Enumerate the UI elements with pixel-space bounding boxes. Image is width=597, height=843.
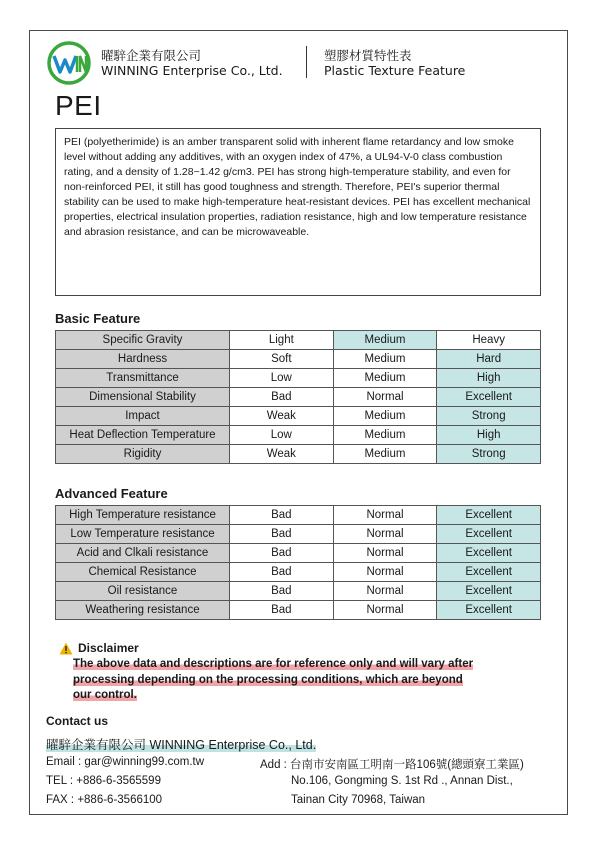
feature-label: Impact [56, 407, 230, 426]
feature-value: Bad [230, 525, 334, 544]
contact-company-name: 曜騂企業有限公司 WINNING Enterprise Co., Ltd. [46, 738, 317, 752]
contact-address-cn: Add : 台南市安南區工明南一路106號(總頭寮工業區) [260, 759, 524, 771]
contact-email[interactable]: Email : gar@winning99.com.tw [46, 756, 205, 768]
feature-value: Excellent [437, 582, 541, 601]
feature-value: Excellent [437, 525, 541, 544]
feature-value: Normal [333, 388, 437, 407]
feature-value: Medium [333, 369, 437, 388]
advanced-feature-heading: Advanced Feature [55, 486, 168, 501]
disclaimer-line: our control. [73, 689, 137, 701]
advanced-feature-table [55, 505, 541, 620]
feature-value: Strong [437, 445, 541, 464]
header-divider [306, 46, 307, 78]
feature-row [56, 388, 541, 407]
feature-value: Excellent [437, 601, 541, 620]
feature-label: Heat Deflection Temperature [56, 426, 230, 445]
feature-value: Normal [333, 582, 437, 601]
disclaimer-line: The above data and descriptions are for reference only and will vary after [73, 658, 474, 670]
feature-value: Soft [230, 350, 334, 369]
feature-label: Weathering resistance [56, 601, 230, 620]
feature-row [56, 506, 541, 525]
feature-value: High [437, 426, 541, 445]
feature-row [56, 407, 541, 426]
feature-label: Dimensional Stability [56, 388, 230, 407]
contact-company [46, 735, 316, 753]
feature-value: Normal [333, 544, 437, 563]
feature-label: Hardness [56, 350, 230, 369]
feature-row [56, 525, 541, 544]
feature-value: High [437, 369, 541, 388]
disclaimer-heading: Disclaimer [78, 641, 139, 655]
material-description: PEI (polyetherimide) is an amber transparent solid with inherent flame retardancy and low smoke level without adding any additives, with an oxygen index of 47%, a UL94-V-0 class combustion rating, and a density of 1.28~1.42 g/cm3. PEI has strong high-temperature stability, and even for non-reinforced PEI, it still has good toughness and strength. Therefore, PEI's superior thermal stability can be used to make high-temperature heat-resistant devices. PEI has excellent mechanical properties, electrical insulation properties, radiation resistance, high and low temperature resistance and abrasion resistance, and can be microwaveable. [55, 128, 541, 296]
contact-heading: Contact us [46, 714, 109, 728]
feature-value: Light [230, 331, 334, 350]
feature-label: Acid and Clkali resistance [56, 544, 230, 563]
feature-row [56, 369, 541, 388]
feature-value: Excellent [437, 563, 541, 582]
warning-icon [59, 642, 73, 655]
document-title-cn: 塑膠材質特性表 [324, 48, 412, 63]
feature-label: Chemical Resistance [56, 563, 230, 582]
disclaimer-line: processing depending on the processing conditions, which are beyond [73, 673, 463, 686]
feature-value: Medium [333, 407, 437, 426]
feature-value: Excellent [437, 506, 541, 525]
feature-value: Bad [230, 388, 334, 407]
contact-address-en-1: No.106, Gongming S. 1st Rd ., Annan Dist., [291, 775, 513, 787]
feature-value: Low [230, 426, 334, 445]
feature-value: Strong [437, 407, 541, 426]
basic-feature-table [55, 330, 541, 464]
feature-row [56, 350, 541, 369]
contact-fax: FAX : +886-6-3566100 [46, 794, 163, 806]
feature-value: Normal [333, 525, 437, 544]
feature-label: Rigidity [56, 445, 230, 464]
feature-value: Medium [333, 426, 437, 445]
feature-label: Transmittance [56, 369, 230, 388]
winning-logo [46, 40, 92, 86]
company-name-cn: 曜騂企業有限公司 [101, 48, 202, 63]
feature-value: Bad [230, 582, 334, 601]
feature-value: Normal [333, 601, 437, 620]
feature-row [56, 445, 541, 464]
basic-feature-heading: Basic Feature [55, 311, 141, 326]
feature-row [56, 426, 541, 445]
feature-label: Oil resistance [56, 582, 230, 601]
feature-row [56, 563, 541, 582]
feature-row [56, 331, 541, 350]
feature-value: Low [230, 369, 334, 388]
feature-label: High Temperature resistance [56, 506, 230, 525]
feature-label: Specific Gravity [56, 331, 230, 350]
feature-row [56, 582, 541, 601]
feature-label: Low Temperature resistance [56, 525, 230, 544]
contact-tel: TEL : +886-6-3565599 [46, 775, 161, 787]
feature-value: Excellent [437, 388, 541, 407]
feature-value: Heavy [437, 331, 541, 350]
document-title-en: Plastic Texture Feature [324, 63, 466, 78]
contact-address-en-2: Tainan City 70968, Taiwan [291, 794, 426, 806]
feature-value: Bad [230, 506, 334, 525]
feature-value: Excellent [437, 544, 541, 563]
feature-value: Bad [230, 544, 334, 563]
feature-value: Normal [333, 563, 437, 582]
feature-row [56, 601, 541, 620]
feature-value: Weak [230, 445, 334, 464]
disclaimer-text [73, 657, 523, 704]
feature-value: Medium [333, 350, 437, 369]
material-title: PEI [55, 90, 102, 121]
feature-value: Weak [230, 407, 334, 426]
feature-value: Medium [333, 445, 437, 464]
feature-row [56, 544, 541, 563]
feature-value: Hard [437, 350, 541, 369]
feature-value: Normal [333, 506, 437, 525]
company-name-en: WINNING Enterprise Co., Ltd. [101, 63, 283, 78]
feature-value: Bad [230, 563, 334, 582]
feature-value: Bad [230, 601, 334, 620]
feature-value: Medium [333, 331, 437, 350]
